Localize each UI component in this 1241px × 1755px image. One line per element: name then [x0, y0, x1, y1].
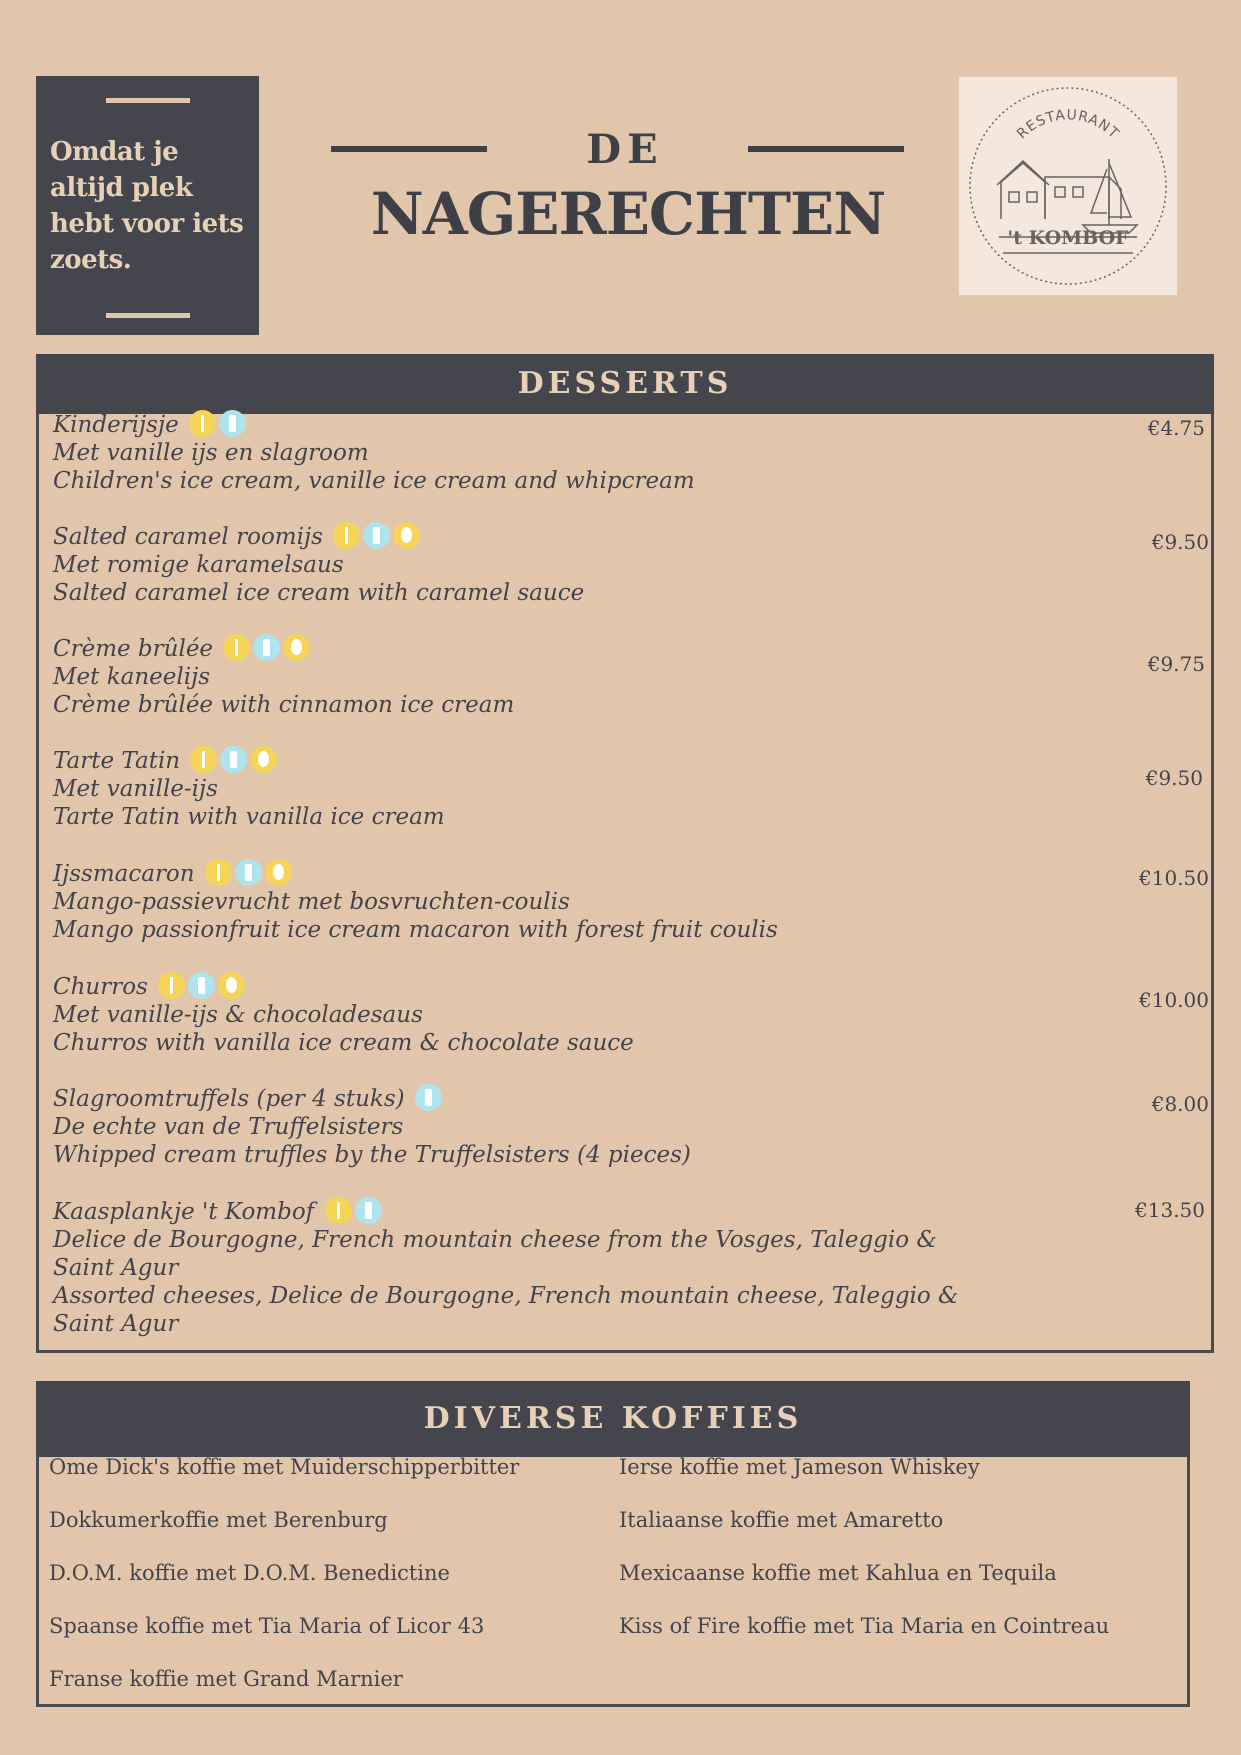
dessert-description: Met romige karamelsaus [53, 552, 344, 578]
dessert-name: Tarte Tatin [53, 748, 181, 774]
dessert-description-en: Whipped cream truffles by the Truffelsisters (4 pieces) [53, 1142, 691, 1168]
title-small: DE [586, 126, 664, 173]
lactose-icon [219, 410, 246, 437]
dessert-name: Churros [53, 974, 148, 1000]
dessert-name-line [53, 859, 1213, 888]
dessert-item [53, 1084, 1213, 1169]
dessert-description-en: Churros with vanilla ice cream & chocolate sauce [53, 1030, 634, 1056]
tagline-line: altijd plek [50, 173, 193, 203]
egg-icon [218, 972, 245, 999]
dessert-price: €10.00 [1139, 988, 1209, 1012]
dessert-item [53, 746, 1213, 831]
tagline-bar-bottom [106, 313, 190, 318]
title-rule-right [748, 146, 904, 152]
svg-text:RESTAURANT [1014, 107, 1122, 142]
dessert-description-en: Saint Agur [53, 1311, 179, 1337]
dessert-description: Saint Agur [53, 1255, 179, 1281]
coffee-item: D.O.M. koffie met D.O.M. Benedictine [49, 1561, 450, 1585]
lactose-icon [415, 1084, 442, 1111]
restaurant-logo [959, 77, 1177, 295]
coffee-item: Mexicaanse koffie met Kahlua en Tequila [619, 1561, 1057, 1585]
dessert-price: €9.75 [1147, 652, 1205, 676]
egg-icon [393, 522, 420, 549]
dessert-name: Kaasplankje 't Kombof [53, 1199, 315, 1225]
dessert-description-en: Mango passionfruit ice cream macaron with forest fruit coulis [53, 917, 778, 943]
dessert-price: €4.75 [1147, 416, 1205, 440]
lactose-icon [235, 859, 262, 886]
dessert-name: Kinderijsje [53, 412, 179, 438]
logo-name: 't KOMBOF [1007, 227, 1129, 249]
egg-icon [250, 746, 277, 773]
dessert-description-en: Tarte Tatin with vanilla ice cream [53, 804, 445, 830]
gluten-icon [158, 972, 185, 999]
dessert-description: Met kaneelijs [53, 664, 211, 690]
coffees-heading: DIVERSE KOFFIES [36, 1381, 1190, 1457]
logo-arc-text: RESTAURANT [1014, 107, 1123, 143]
dessert-name-line [53, 410, 1213, 439]
dessert-price: €9.50 [1145, 766, 1203, 790]
dessert-description: Met vanille-ijs [53, 776, 218, 802]
dessert-name-line [53, 634, 1213, 663]
gluten-icon [223, 634, 250, 661]
lactose-icon [188, 972, 215, 999]
gluten-icon [190, 746, 217, 773]
coffee-item: Dokkumerkoffie met Berenburg [49, 1508, 388, 1532]
gluten-icon [189, 410, 216, 437]
gluten-icon [205, 859, 232, 886]
dessert-item [53, 1197, 1213, 1338]
desserts-section [36, 354, 1214, 1353]
tagline-line: Omdat je [50, 137, 179, 167]
dessert-description-en: Salted caramel ice cream with caramel sauce [53, 580, 585, 606]
title-rule-left [331, 146, 487, 152]
dessert-item [53, 634, 1213, 719]
dessert-description-en: Crème brûlée with cinnamon ice cream [53, 692, 515, 718]
lactose-icon [355, 1197, 382, 1224]
egg-icon [265, 859, 292, 886]
coffee-item: Spaanse koffie met Tia Maria of Licor 43 [49, 1614, 485, 1638]
dessert-name-line [53, 746, 1213, 775]
coffee-item: Italiaanse koffie met Amaretto [619, 1508, 944, 1532]
gluten-icon [333, 522, 360, 549]
dessert-description: Met vanille-ijs & chocoladesaus [53, 1002, 423, 1028]
coffee-item: Ome Dick's koffie met Muiderschipperbitter [49, 1455, 520, 1479]
dessert-description: Met vanille ijs en slagroom [53, 440, 369, 466]
gluten-icon [325, 1197, 352, 1224]
dessert-name-line [53, 1084, 1213, 1113]
dessert-price: €9.50 [1151, 530, 1209, 554]
tagline-box [36, 76, 259, 335]
coffees-section [36, 1381, 1190, 1707]
dessert-price: €10.50 [1139, 866, 1209, 890]
dessert-name-line [53, 1197, 1213, 1226]
tagline-line: zoets. [50, 245, 132, 275]
dessert-description: Delice de Bourgogne, French mountain cheese from the Vosges, Taleggio & [53, 1227, 937, 1253]
dessert-item [53, 859, 1213, 944]
egg-icon [283, 634, 310, 661]
dessert-description: Mango-passievrucht met bosvruchten-coulis [53, 889, 570, 915]
desserts-heading: DESSERTS [36, 354, 1214, 414]
coffee-item: Kiss of Fire koffie met Tia Maria en Cointreau [619, 1614, 1110, 1638]
dessert-name: Salted caramel roomijs [53, 524, 323, 550]
dessert-description-en: Assorted cheeses, Delice de Bourgogne, French mountain cheese, Taleggio & [53, 1283, 959, 1309]
dessert-item [53, 522, 1213, 607]
tagline-line: hebt voor iets [50, 209, 244, 239]
dessert-item [53, 972, 1213, 1057]
tagline-bar-top [106, 98, 190, 103]
lactose-icon [363, 522, 390, 549]
dessert-price: €13.50 [1135, 1198, 1205, 1222]
dessert-name-line [53, 522, 1213, 551]
page-title: NAGERECHTEN [370, 180, 886, 248]
dessert-description: De echte van de Truffelsisters [53, 1114, 404, 1140]
lactose-icon [253, 634, 280, 661]
lactose-icon [220, 746, 247, 773]
dessert-name-line [53, 972, 1213, 1001]
dessert-name: Crème brûlée [53, 636, 214, 662]
coffee-item: Ierse koffie met Jameson Whiskey [619, 1455, 980, 1479]
logo-emblem-icon [959, 77, 1177, 295]
dessert-name: Ijssmacaron [53, 861, 195, 887]
tagline-text [50, 134, 250, 278]
dessert-description-en: Children's ice cream, vanille ice cream and whipcream [53, 468, 695, 494]
dessert-price: €8.00 [1151, 1092, 1209, 1116]
dessert-name: Slagroomtruffels (per 4 stuks) [53, 1086, 405, 1112]
coffee-item: Franse koffie met Grand Marnier [49, 1667, 403, 1691]
dessert-item [53, 410, 1213, 495]
